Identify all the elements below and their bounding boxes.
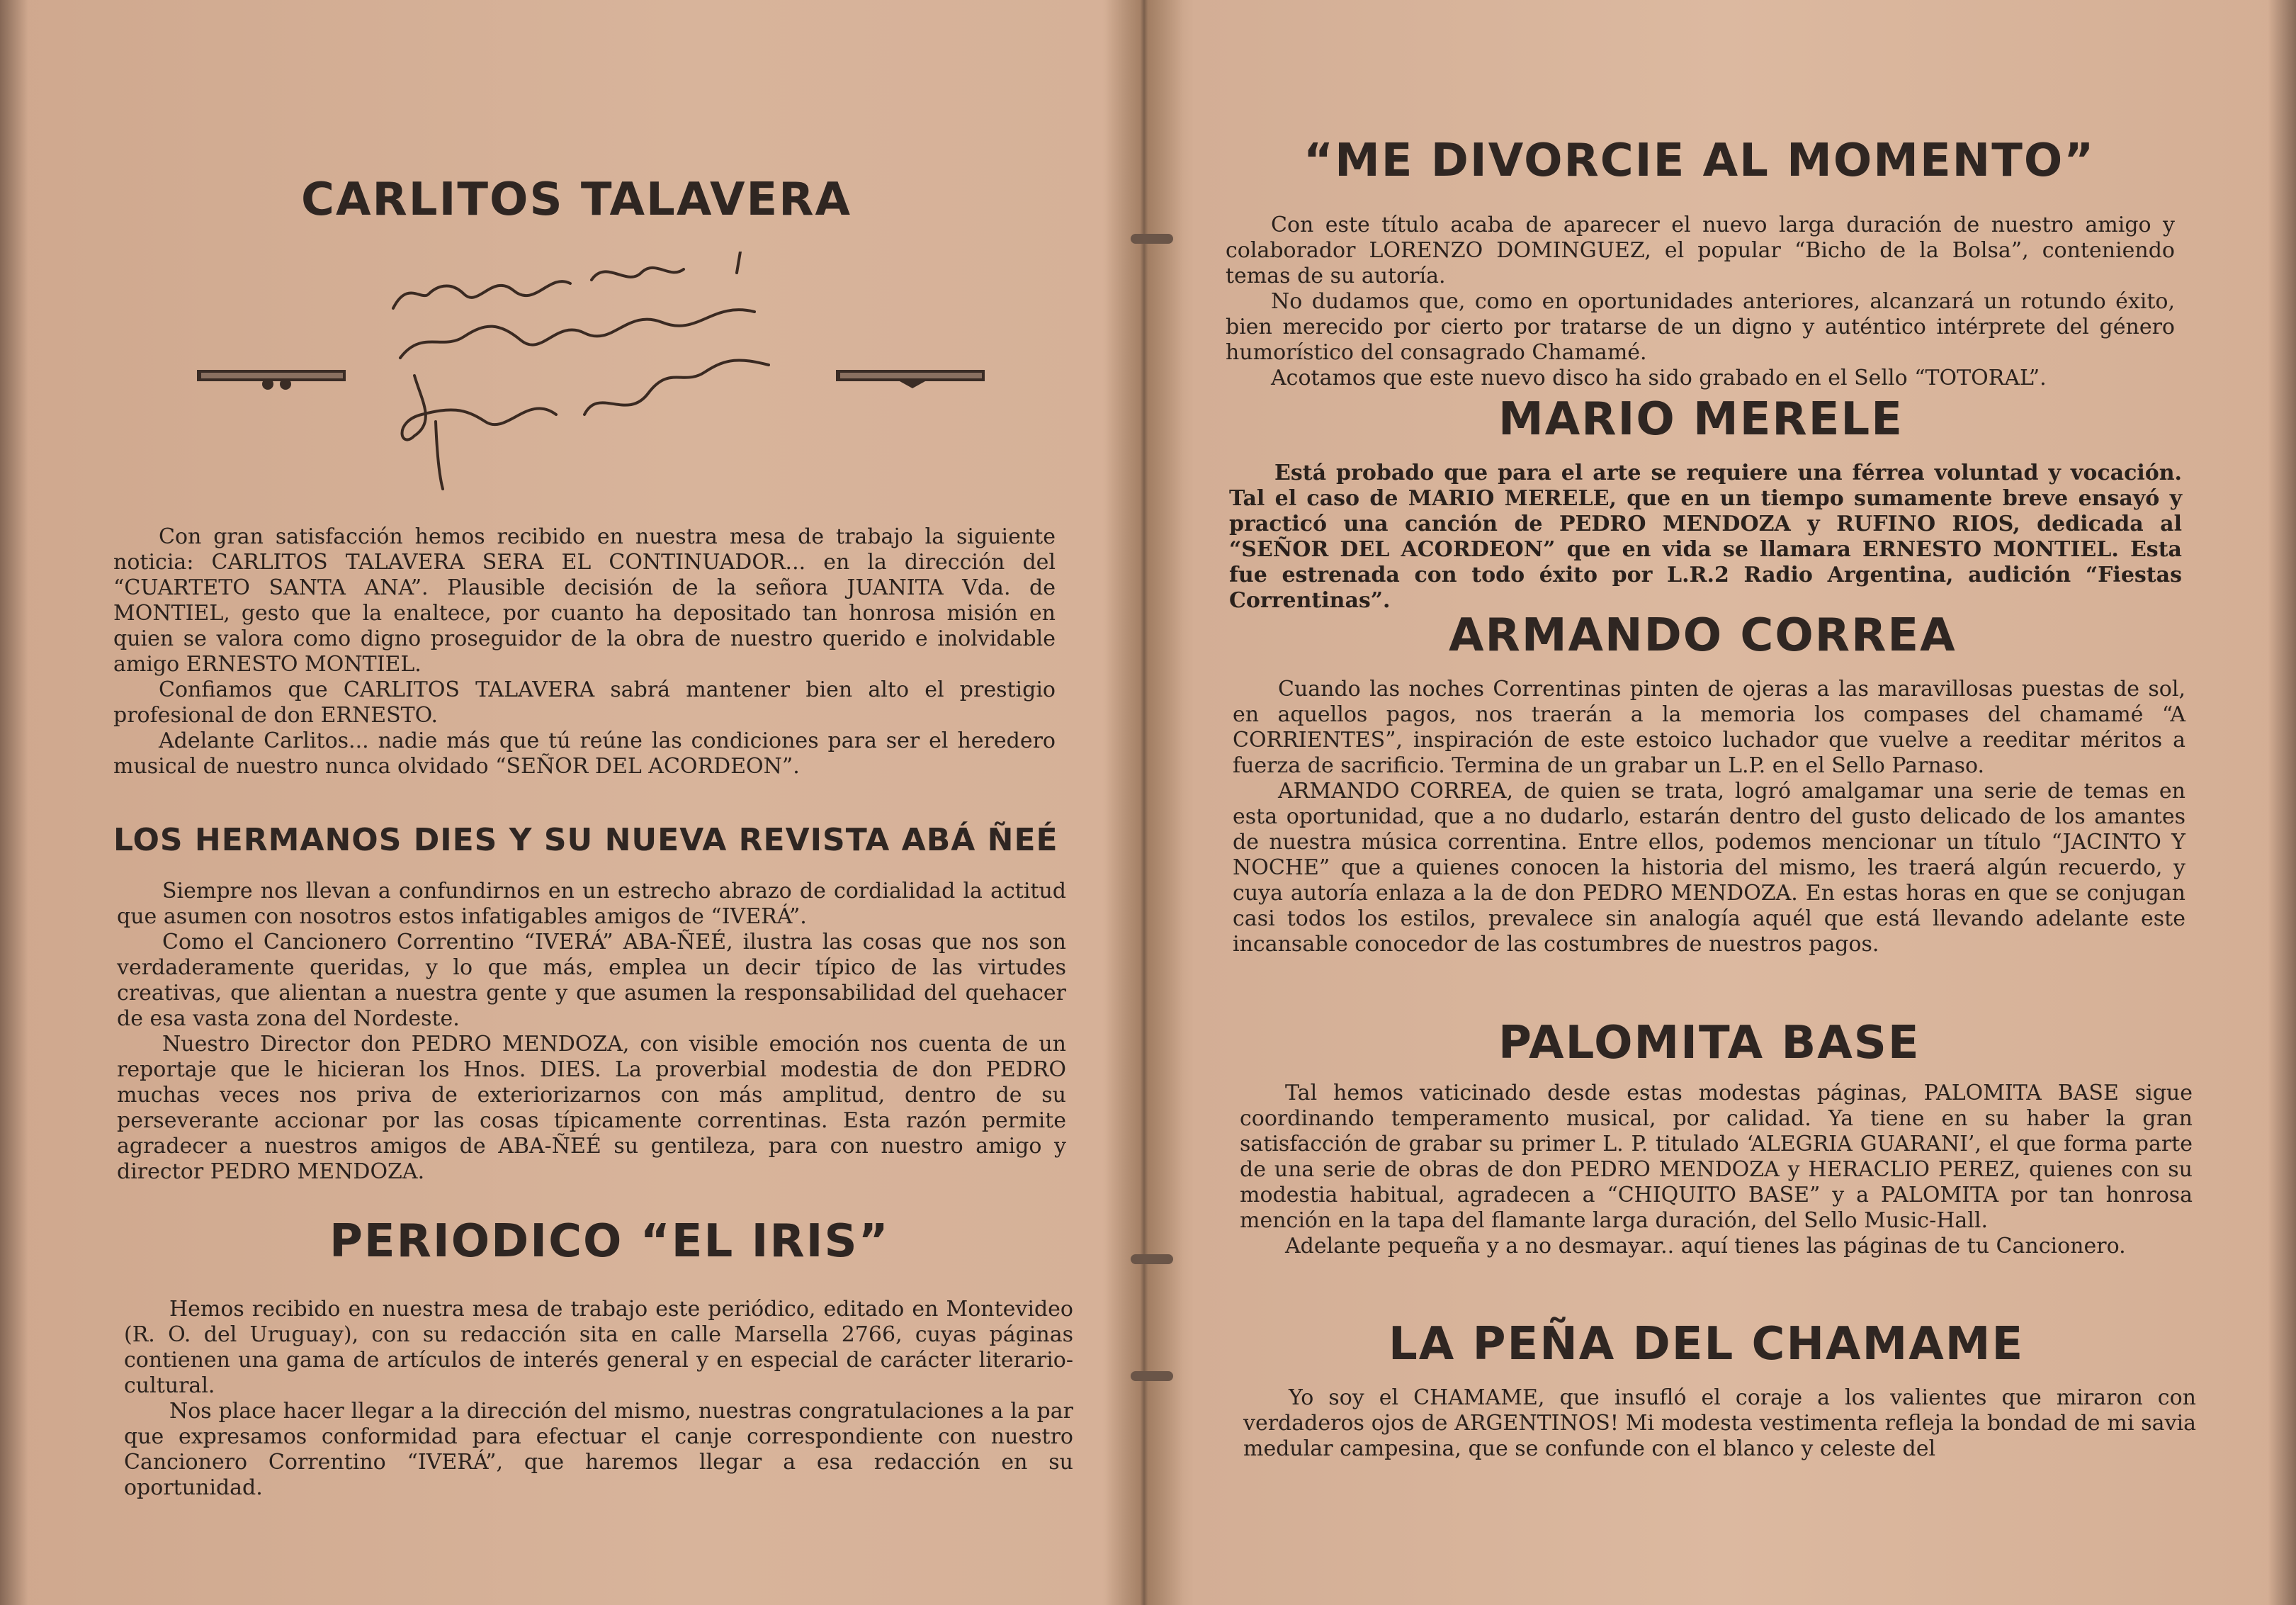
la-pena-del-chamame-body <box>1243 1385 2196 1462</box>
palomita-base-paragraph-2: Adelante pequeña y a no desmayar.. aquí tienes las páginas de tu Cancionero. <box>1285 1234 2126 1258</box>
mario-merele-body <box>1229 461 2182 614</box>
el-iris-paragraph-2: Nos place hacer llegar a la dirección del mismo, nuestras congratulaciones a la par que expresamos conformidad para efectuar el canje correspondiente con nuestro Cancionero Correntino “IVERÁ”, que haremos llegar a esa redacción en su oportunidad. <box>124 1399 1073 1500</box>
carlitos-talavera-title: CARLITOS TALAVERA <box>301 174 852 226</box>
ornament-right-icon <box>829 361 992 390</box>
carlitos-paragraph-3: Adelante Carlitos... nadie más que tú reúne las condiciones para ser el heredero musical de nuestro nunca olvidado “SEÑOR DEL ACORDEON”. <box>113 728 1056 779</box>
me-divorcie-body <box>1226 213 2175 391</box>
me-divorcie-paragraph-3: Acotamos que este nuevo disco ha sido grabado en el Sello “TOTORAL”. <box>1271 366 2047 390</box>
ornament-left-icon <box>197 361 360 390</box>
mario-merele-title: MARIO MERELE <box>1498 393 1904 446</box>
palomita-base-title: PALOMITA BASE <box>1498 1017 1921 1069</box>
la-pena-paragraph-1: Yo soy el CHAMAME, que insufló el coraje a los valientes que miraron con verdaderos ojos de ARGENTINOS! Mi modesta vestimenta refleja la bondad de mi savia medular campesina, que se confunde con el blanco y celeste del <box>1243 1385 2196 1461</box>
la-pena-del-chamame-title: LA PEÑA DEL CHAMAME <box>1389 1318 2025 1370</box>
hermanos-dies-paragraph-1: Siempre nos llevan a confundirnos en un estrecho abrazo de cordialidad la actitud que asumen con nosotros estos infatigables amigos de “IVERÁ”. <box>117 879 1066 929</box>
carlitos-talavera-body <box>113 524 1056 779</box>
armando-correa-paragraph-1: Cuando las noches Correntinas pinten de ojeras a las maravillosas puestas de sol, en aquellos pagos, nos traerán a la memoria los compases del chamamé “A CORRIENTES”, inspiración de este estoico luchador que vuelve a reeditar méritos a fuerza de sacrificio. Termina de un grabar un L.P. en el Sello Parnaso. <box>1233 677 2185 778</box>
armando-correa-paragraph-2: ARMANDO CORREA, de quien se trata, logró amalgamar una serie de temas en esta oportunidad, que a no dudarlo, estarán dentro del gusto delicado de los amantes de nuestra música correntina. Entre ellos, podemos mencionar un título “JACINTO Y NOCHE” que a quienes conocen la historia del mismo, les traerá algún recuerdo, y cuya autoría enlaza a la de don PEDRO MENDOZA. En estas horas en que se conjugan casi todos los estilos, prevalece sin analogía aquél que está llevando adelante este incansable conocedor de las costumbres de nuestros pagos. <box>1233 779 2185 957</box>
carlitos-paragraph-1: Con gran satisfacción hemos recibido en nuestra mesa de trabajo la siguiente noticia: CARLITOS TALAVERA SERA EL CONTINUADOR... en la dirección del “CUARTETO SANTA ANA”. Plausible decisión de la señora JUANITA Vda. de MONTIEL, gesto que la enaltece, por cuanto ha depositado tan honrosa misión en quien se valora como digno proseguidor de la obra de nuestro querido e inolvidable amigo ERNESTO MONTIEL. <box>113 524 1056 677</box>
periodico-el-iris-title: PERIODICO “EL IRIS” <box>329 1215 890 1268</box>
palomita-base-paragraph-1: Tal hemos vaticinado desde estas modestas páginas, PALOMITA BASE sigue coordinando temperamento musical, por calidad. Ya tiene en su haber la gran satisfacción de grabar su primer L. P. titulado ‘ALEGRIA GUARANI’, el que forma parte de una serie de obras de don PEDRO MENDOZA y HERACLIO PEREZ, quienes con su modestia habitual, agradecen a “CHIQUITO BASE” y a PALOMITA por tan honrosa mención en la tapa del flamante larga duración, del Sello Music-Hall. <box>1240 1081 2193 1233</box>
hermanos-dies-title: LOS HERMANOS DIES Y SU NUEVA REVISTA ABÁ ÑEÉ <box>113 822 1058 858</box>
carlitos-paragraph-2: Confiamos que CARLITOS TALAVERA sabrá mantener bien alto el prestigio profesional de don ERNESTO. <box>113 677 1056 728</box>
me-divorcie-paragraph-1: Con este título acaba de aparecer el nuevo larga duración de nuestro amigo y colaborador LORENZO DOMINGUEZ, el popular “Bicho de la Bolsa”, conteniendo temas de su autoría. <box>1226 213 2175 288</box>
palomita-base-body <box>1240 1081 2193 1259</box>
periodico-el-iris-body <box>124 1297 1073 1501</box>
me-divorcie-title: “ME DIVORCIE AL MOMENTO” <box>1303 135 2096 187</box>
armando-correa-body <box>1233 677 2185 957</box>
right-page <box>1148 0 2296 1605</box>
mario-merele-paragraph-1: Está probado que para el arte se requiere una férrea voluntad y vocación. Tal el caso de MARIO MERELE, que en un tiempo sumamente breve ensayó y practicó una canción de PEDRO MENDOZA y RUFINO RIOS, dedicada al “SEÑOR DEL ACORDEON” que en vida se llamara ERNESTO MONTIEL. Esta fue estrenada con todo éxito por L.R.2 Radio Argentina, audición “Fiestas Correntinas”. <box>1229 461 2182 613</box>
el-iris-paragraph-1: Hemos recibido en nuestra mesa de trabajo este periódico, editado en Montevideo (R. O. del Uruguay), con su redacción sita en calle Marsella 2766, cuyas páginas contienen una gama de artículos de interés general y en especial de carácter literario-cultural. <box>124 1297 1073 1398</box>
left-page <box>0 0 1133 1605</box>
handwritten-authorization-signature <box>372 252 797 492</box>
hermanos-dies-paragraph-3: Nuestro Director don PEDRO MENDOZA, con visible emoción nos cuenta de un reportaje que le hicieran los Hnos. DIES. La proverbial modestia de don PEDRO muchas veces nos priva de exteriorizarnos con más amplitud, dentro de su perseverante accionar por las cosas típicamente correntinas. Esta razón permite agradecer a nuestros amigos de ABA-ÑEÉ su gentileza, para con nuestro amigo y director PEDRO MENDOZA. <box>117 1032 1066 1184</box>
hermanos-dies-paragraph-2: Como el Cancionero Correntino “IVERÁ” ABA-ÑEÉ, ilustra las cosas que nos son verdaderamente queridas, y lo que más, emplea un decir típico de las virtudes creativas, que alientan a nuestra gente y que asumen la responsabilidad del quehacer de esa vasta zona del Nordeste. <box>117 930 1066 1031</box>
me-divorcie-paragraph-2: No dudamos que, como en oportunidades anteriores, alcanzará un rotundo éxito, bien merecido por cierto por tratarse de un digno y auténtico intérprete del género humorístico del consagrado Chamamé. <box>1226 289 2175 365</box>
armando-correa-title: ARMANDO CORREA <box>1449 609 1957 662</box>
hermanos-dies-body <box>117 879 1066 1185</box>
